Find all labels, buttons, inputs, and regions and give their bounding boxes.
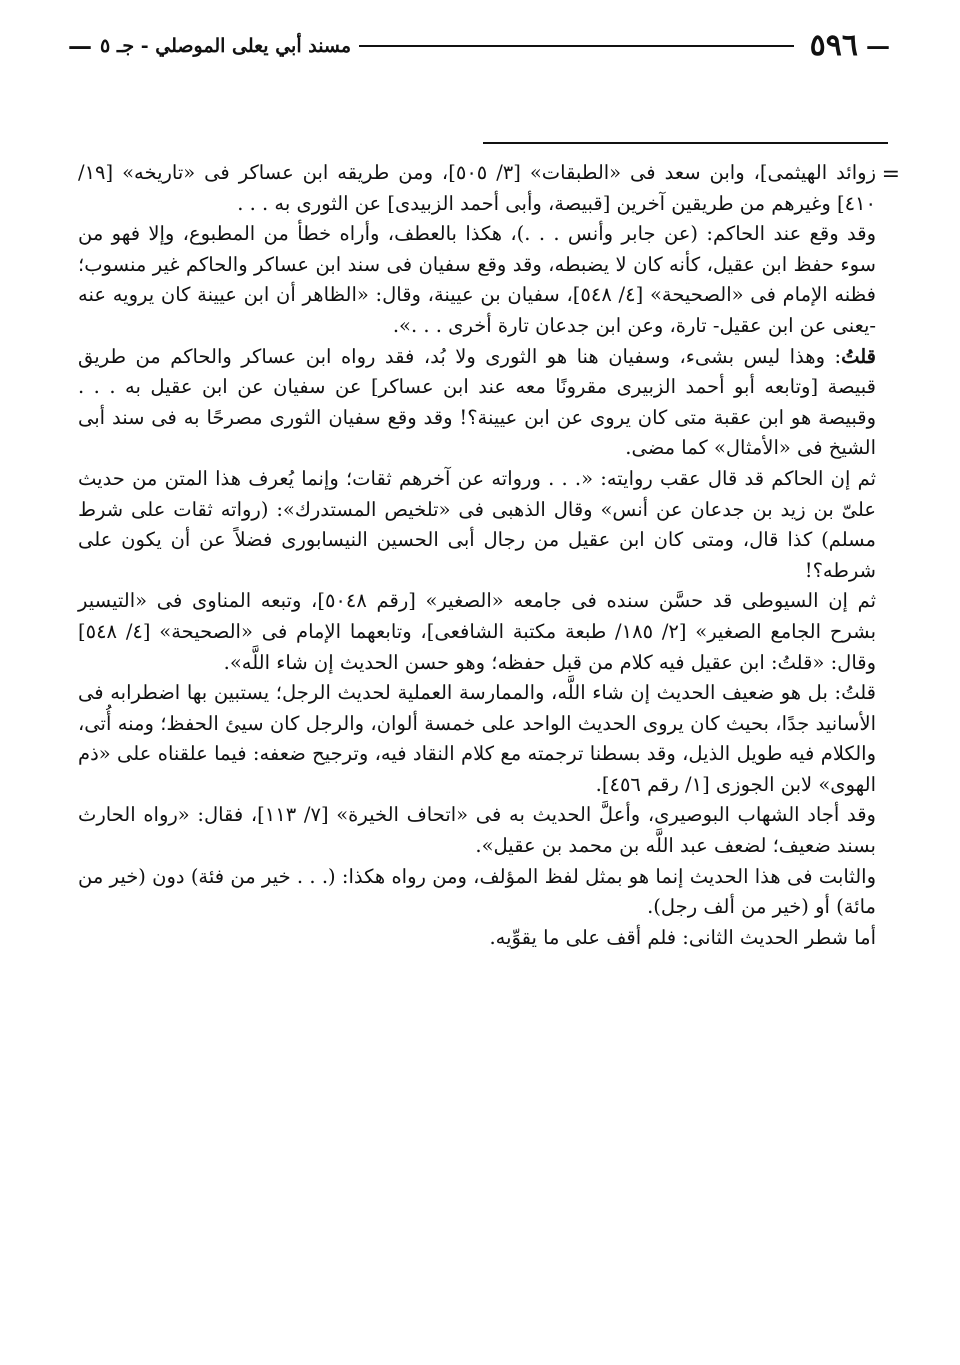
book-title: مسند أبي يعلى الموصلي - جـ ٥ bbox=[100, 35, 352, 57]
paragraph-text: ثم إن الحاكم قد قال عقب روايته: «. . . ورواته عن آخرهم ثقات؛ وإنما يُعرف هذا المتن من حديث علىّ بن زيد بن جدعان عن أنس» وقال الذهبى فى «تلخيص المستدرك»: (رواته ثقات على شرط مسلم) كذا قال، ومتى كان ابن عقيل من رجال أبى الحسين النيسابورى فضلاً عن أن يكون على شرطه؟! bbox=[78, 466, 876, 582]
paragraph-3 bbox=[78, 342, 876, 464]
paragraph-4 bbox=[78, 464, 876, 586]
paragraph-text: : وهذا ليس بشىء، وسفيان هنا هو الثورى ولا بُد، فقد رواه ابن عساكر والحاكم من طريق قبيصة [وتابعه أبو أحمد الزبيرى مقرونًا معه عند ابن عساكر] عن سفيان عن ابن عقيل به . . . وقبيصة هو ابن عقبة متى كان يروى عن ابن عيينة؟! وقد وقع سفيان الثورى مصرحًا به فى سند أبى الشيخ فى «الأمثال» كما مضى. bbox=[78, 344, 876, 460]
header-dash: — bbox=[866, 31, 890, 60]
paragraph-text: ثم إن السيوطى قد حسَّن سنده فى جامعه «الصغير» [رقم ٥٠٤٨]، وتبعه المناوى فى «التيسير بشرح الجامع الصغير» [٢/ ١٨٥/ طبعة مكتبة الشافعى]، وتابعهما الإمام فى «الصحيحة» [٤/ ٥٤٨] وقال: «قلتُ: ابن عقيل فيه كلام من قبل حفظه؛ وهو حسن الحديث إن شاء اللَّه». bbox=[78, 589, 876, 674]
paragraph-1 bbox=[78, 158, 876, 219]
header-dash-end: — bbox=[68, 31, 92, 60]
paragraph-7 bbox=[78, 800, 876, 861]
paragraph-5 bbox=[78, 586, 876, 678]
header-rule bbox=[359, 45, 794, 47]
paragraph-text: والثابت فى هذا الحديث إنما هو بمثل لفظ المؤلف، ومن رواه هكذا: (. . . خير من فئة) دون (خير من مائة) أو (خير من ألف رجل). bbox=[78, 864, 876, 919]
paragraph-text: أما شطر الحديث الثانى: فلم أقف على ما يقوِّيه. bbox=[489, 925, 876, 949]
paragraph-text: قلتُ: بل هو ضعيف الحديث إن شاء اللَّه، والممارسة العملية لحديث الرجل؛ يستبين بها اضطرابه فى الأسانيد جدًا، بحيث كان يروى الحديث الواحد على خمسة ألوان، والرجل كان سيئ الحفظ؛ ومنه أُتى، والكلام فيه طويل الذيل، وقد بسطنا ترجمته مع كلام النقاد فيه، وترجيح ضعفه: فيما علقناه على «ذم الهوى» لابن الجوزى [١/ رقم ٤٥٦]. bbox=[78, 681, 876, 796]
paragraph-2 bbox=[78, 219, 876, 341]
footnote-body bbox=[78, 158, 876, 953]
page-header bbox=[68, 28, 890, 64]
paragraph-text: وقد وقع عند الحاكم: (عن جابر وأنس . . .)، هكذا بالعطف، وأراه خطأ من المطبوع، وإلا فهو من سوء حفظ ابن عقيل، كأنه كان لا يضبطه، وقد وقع سفيان فى سند ابن عساكر والحاكم غير منسوب؛ فظنه الإمام فى «الصحيحة» [٤/ ٥٤٨]، سفيان بن عيينة، وقال: «الظاهر أن ابن عيينة كان يرويه عنه -يعنى عن ابن عقيل- تارة، وعن ابن جدعان تارة أخرى . . .». bbox=[78, 222, 876, 337]
footnote-separator bbox=[483, 142, 888, 144]
paragraph-lead: قلتُ bbox=[841, 344, 876, 368]
paragraph-9 bbox=[78, 923, 876, 954]
paragraph-8 bbox=[78, 862, 876, 923]
continuation-mark: = bbox=[881, 162, 900, 187]
paragraph-6 bbox=[78, 678, 876, 800]
paragraph-text: زوائد الهيثمى]، وابن سعد فى «الطبقات» [٣/ ٥٠٥]، ومن طريقه ابن عساكر فى «تاريخه» [١٩/ ٤١٠] وغيرهم من طريقين آخرين [قبيصة، وأبى أحمد الزبيدى] عن الثورى به . . . bbox=[78, 161, 876, 215]
page-number: ٥٩٦ bbox=[809, 28, 858, 63]
paragraph-text: وقد أجاد الشهاب البوصيرى، وأعلَّ الحديث به فى «اتحاف الخيرة» [٧/ ١١٣]، فقال: «رواه الحارث بسند ضعيف؛ لضعف عبد اللَّه بن محمد بن عقيل». bbox=[78, 803, 876, 858]
